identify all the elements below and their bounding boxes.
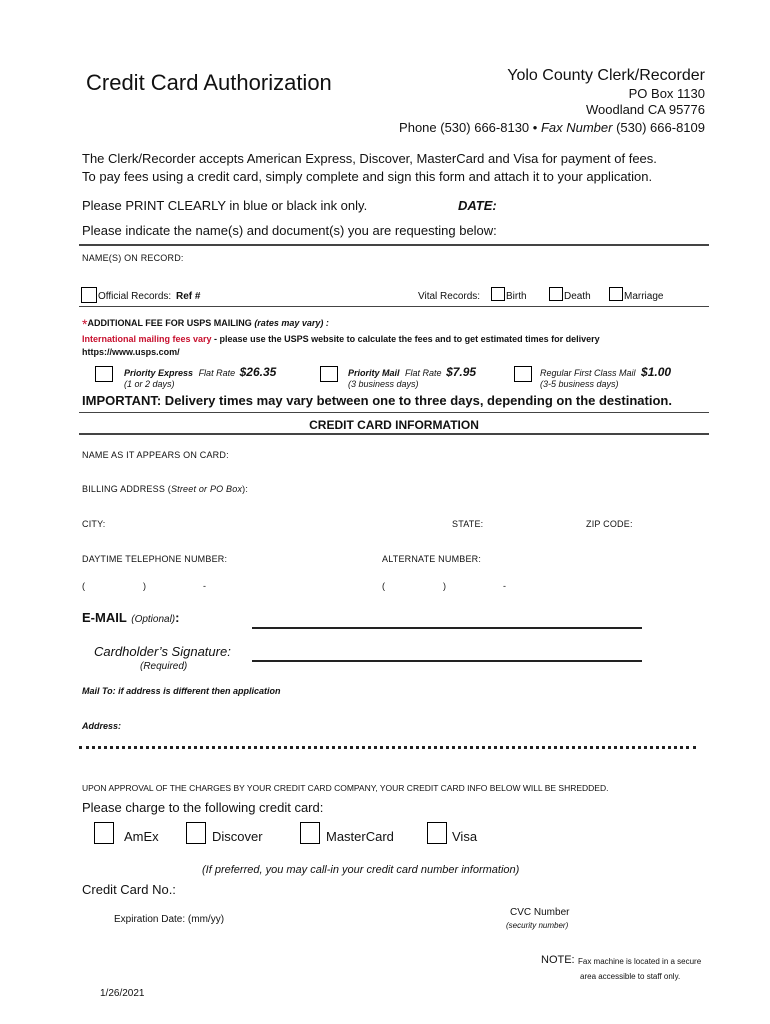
card-number-label: Credit Card No.: <box>82 882 176 897</box>
signature-line[interactable] <box>252 660 642 662</box>
intro-line-1: The Clerk/Recorder accepts American Express, Discover, MasterCard and Visa for payment of fees. <box>82 151 657 166</box>
option-name: Regular First Class Mail <box>540 368 636 378</box>
intl-mailing-red: International mailing fees vary <box>82 334 212 344</box>
phone-close-paren: ) <box>143 581 147 591</box>
priority-express-days: (1 or 2 days) <box>124 379 175 389</box>
mastercard-checkbox[interactable] <box>300 822 320 844</box>
fax-label: Fax Number <box>540 120 613 135</box>
page-title: Credit Card Authorization <box>86 70 332 95</box>
daytime-phone-label: DAYTIME TELEPHONE NUMBER: <box>82 554 228 564</box>
option-price: $1.00 <box>641 365 672 379</box>
billing-close: ): <box>242 484 249 494</box>
additional-fee-text: ADDITIONAL FEE FOR USPS MAILING <box>87 318 252 328</box>
phone-open-paren: ( <box>82 581 86 591</box>
phone-dash: - <box>203 581 207 591</box>
option-rate-label: Flat Rate <box>405 368 442 378</box>
rates-vary-text: (rates may vary) : <box>254 318 329 328</box>
names-on-record-label: NAME(S) ON RECORD: <box>82 253 184 263</box>
intl-mailing-note <box>82 334 600 344</box>
visa-checkbox[interactable] <box>427 822 447 844</box>
option-rate-label: Flat Rate <box>198 368 236 378</box>
alt-phone-close-paren: ) <box>443 581 447 591</box>
birth-checkbox[interactable] <box>491 287 505 301</box>
cvc-label: CVC Number <box>510 907 570 918</box>
billing-address-text: BILLING ADDRESS ( <box>82 484 171 494</box>
email-optional: (Optional) <box>131 614 176 625</box>
divider <box>79 306 709 307</box>
billing-hint: Street or PO Box <box>170 484 243 494</box>
usps-link[interactable]: https://www.usps.com/ <box>82 347 180 357</box>
alt-phone-open-paren: ( <box>382 581 386 591</box>
option-name: Priority Express <box>124 368 194 378</box>
date-label: DATE: <box>458 198 497 213</box>
note-line-2: area accessible to staff only. <box>580 972 681 981</box>
birth-label: Birth <box>506 291 527 302</box>
email-label <box>82 609 179 627</box>
divider <box>79 412 709 413</box>
vital-records-label: Vital Records: <box>418 291 481 302</box>
additional-fee-heading <box>82 316 329 332</box>
marriage-checkbox[interactable] <box>609 287 623 301</box>
death-checkbox[interactable] <box>549 287 563 301</box>
ref-label: Ref # <box>175 291 201 302</box>
phone-label: Phone (530) 666-8130 • <box>399 120 538 135</box>
please-charge-label: Please charge to the following credit card: <box>82 800 324 815</box>
death-label: Death <box>564 291 591 302</box>
address-label: Address: <box>82 721 122 731</box>
state-label: STATE: <box>452 519 484 529</box>
mail-to-label: Mail To: if address is different then application <box>82 686 281 696</box>
mastercard-label: MasterCard <box>326 829 394 844</box>
visa-label: Visa <box>452 829 478 844</box>
shredding-notice: UPON APPROVAL OF THE CHARGES BY YOUR CREDIT CARD COMPANY, YOUR CREDIT CARD INFO BELOW WILL BE SHREDDED. <box>82 783 609 793</box>
indicate-instructions: Please indicate the name(s) and document(s) you are requesting below: <box>82 223 497 238</box>
option-name: Priority Mail <box>348 368 400 378</box>
signature-label: Cardholder’s Signature: <box>94 644 231 659</box>
first-class-checkbox[interactable] <box>514 366 532 382</box>
dotted-divider <box>79 746 696 749</box>
note-label: NOTE: <box>541 954 575 966</box>
email-colon: : <box>175 610 180 625</box>
divider <box>79 244 709 246</box>
fax-number: (530) 666-8109 <box>616 120 705 135</box>
priority-express-checkbox[interactable] <box>95 366 113 382</box>
intro-line-2: To pay fees using a credit card, simply complete and sign this form and attach it to your application. <box>82 169 653 184</box>
print-clearly-note: Please PRINT CLEARLY in blue or black ink only. <box>82 198 368 213</box>
billing-address-label <box>82 484 248 494</box>
org-name: Yolo County Clerk/Recorder <box>507 67 705 84</box>
alt-phone-dash: - <box>503 581 507 591</box>
cvc-hint: (security number) <box>506 921 569 930</box>
marriage-label: Marriage <box>624 291 664 302</box>
discover-checkbox[interactable] <box>186 822 206 844</box>
option-price: $7.95 <box>446 365 477 379</box>
important-delivery-note: IMPORTANT: Delivery times may vary between one to three days, depending on the destination. <box>82 393 672 408</box>
first-class-label <box>540 365 671 379</box>
divider <box>79 433 709 435</box>
official-records-text: Official Records: <box>98 291 172 302</box>
expiration-label: Expiration Date: (mm/yy) <box>114 914 225 925</box>
call-in-note: (If preferred, you may call-in your credit card number information) <box>202 864 520 876</box>
credit-card-info-heading: CREDIT CARD INFORMATION <box>309 418 479 432</box>
amex-label: AmEx <box>124 829 159 844</box>
intl-mailing-rest: - please use the USPS website to calculate the fees and to get estimated times for delivery <box>211 334 600 344</box>
asterisk: * <box>82 316 88 332</box>
city-label: CITY: <box>82 519 106 529</box>
zip-label: ZIP CODE: <box>586 519 633 529</box>
priority-express-label <box>124 365 276 379</box>
email-line[interactable] <box>252 627 642 629</box>
amex-checkbox[interactable] <box>94 822 114 844</box>
org-contact <box>399 120 705 135</box>
org-city: Woodland CA 95776 <box>585 102 705 117</box>
official-records-checkbox[interactable] <box>81 287 97 303</box>
org-po-box: PO Box 1130 <box>628 86 705 101</box>
alternate-number-label: ALTERNATE NUMBER: <box>382 554 482 564</box>
email-label-text: E-MAIL <box>82 610 127 625</box>
priority-mail-label <box>348 365 476 379</box>
note-line-1: Fax machine is located in a secure <box>578 957 702 966</box>
official-records-label <box>98 291 200 302</box>
discover-label: Discover <box>212 829 263 844</box>
signature-required: (Required) <box>140 661 188 672</box>
first-class-days: (3-5 business days) <box>540 379 619 389</box>
name-on-card-label: NAME AS IT APPEARS ON CARD: <box>82 450 229 460</box>
priority-mail-days: (3 business days) <box>348 379 419 389</box>
option-price: $26.35 <box>239 365 277 379</box>
priority-mail-checkbox[interactable] <box>320 366 338 382</box>
revision-date: 1/26/2021 <box>100 988 145 999</box>
